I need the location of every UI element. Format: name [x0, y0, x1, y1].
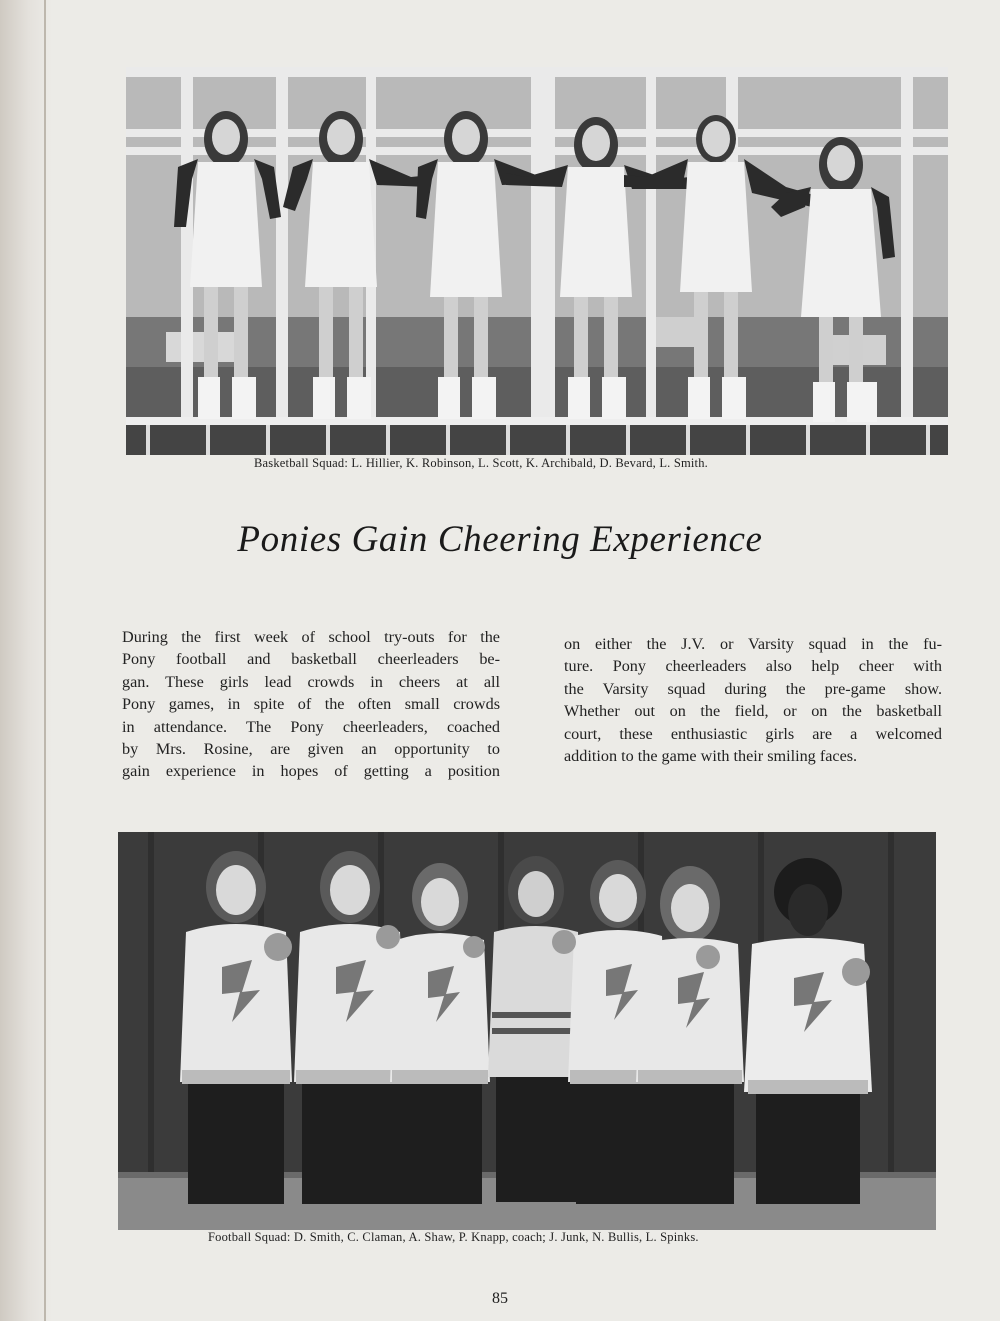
basketball-squad-caption: Basketball Squad: L. Hillier, K. Robinson, L. Scott, K. Archibald, D. Bevard, L. Smith.: [254, 456, 709, 470]
article-column-right: [564, 633, 942, 767]
article-line: Whether out on the field, or on the basketball: [564, 702, 942, 721]
article-line: ture. Pony cheerleaders also help cheer with: [564, 657, 942, 676]
article-line: the Varsity squad during the pre-game show.: [564, 679, 942, 698]
article-line: addition to the game with their smiling faces.: [564, 747, 858, 766]
article-line: by Mrs. Rosine, are given an opportunity to: [122, 740, 500, 759]
basketball-squad-photo: [126, 67, 948, 455]
binding-stitch-line: [44, 0, 46, 1321]
football-squad-photo: [118, 832, 936, 1230]
article-line: on either the J.V. or Varsity squad in the fu-: [564, 635, 942, 653]
article-line: in attendance. The Pony cheerleaders, coached: [122, 717, 500, 736]
article-line: During the first week of school try-outs for the: [122, 628, 500, 646]
article-headline: Ponies Gain Cheering Experience: [237, 519, 763, 560]
page-number: 85: [492, 1290, 508, 1307]
article-line: gan. These girls lead crowds in cheers at all: [122, 672, 500, 691]
article-line: Pony football and basketball cheerleaders be-: [122, 650, 500, 669]
basketball-squad-photo-art: [126, 67, 948, 455]
article-line: Pony games, in spite of the often small crowds: [122, 695, 500, 714]
article-line: court, these enthusiastic girls are a welcomed: [564, 724, 942, 743]
article-line: gain experience in hopes of getting a position: [122, 762, 500, 781]
football-squad-caption: Football Squad: D. Smith, C. Claman, A. Shaw, P. Knapp, coach; J. Junk, N. Bullis, L. Spinks.: [208, 1230, 699, 1244]
article-column-left: [122, 626, 500, 783]
football-squad-photo-art: [118, 832, 936, 1230]
